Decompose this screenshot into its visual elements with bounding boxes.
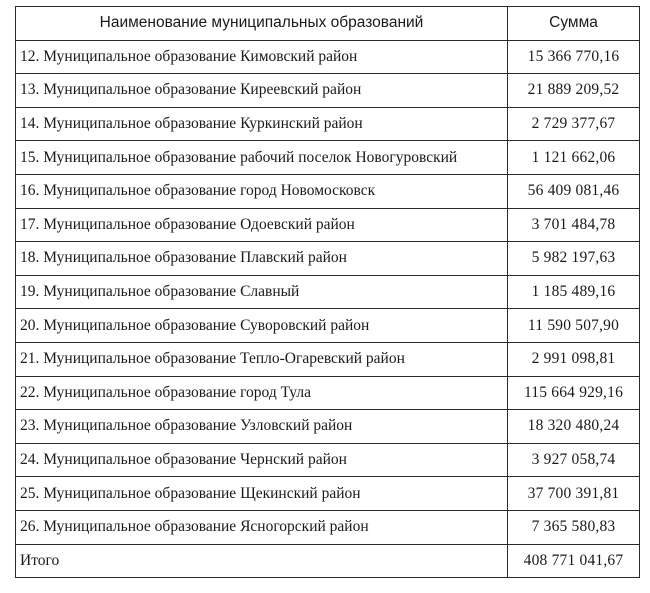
header-sum-column: Сумма — [508, 7, 640, 41]
municipality-sum: 5 982 197,63 — [508, 242, 640, 276]
municipality-name: 25. Муниципальное образование Щекинский район — [16, 477, 508, 511]
table-row — [16, 242, 640, 276]
table-row — [16, 74, 640, 108]
municipality-name: 19. Муниципальное образование Славный — [16, 275, 508, 309]
table-row — [16, 342, 640, 376]
total-sum: 408 771 041,67 — [508, 544, 640, 578]
municipality-name: 23. Муниципальное образование Узловский район — [16, 410, 508, 444]
table-row — [16, 40, 640, 74]
total-label: Итого — [16, 544, 508, 578]
table-row — [16, 510, 640, 544]
municipality-sum: 15 366 770,16 — [508, 40, 640, 74]
table-row — [16, 107, 640, 141]
table-row — [16, 141, 640, 175]
municipality-name: 12. Муниципальное образование Кимовский район — [16, 40, 508, 74]
municipality-sum: 7 365 580,83 — [508, 510, 640, 544]
municipality-name: 17. Муниципальное образование Одоевский район — [16, 208, 508, 242]
municipality-sum: 3 927 058,74 — [508, 443, 640, 477]
table-row — [16, 376, 640, 410]
header-name-column: Наименование муниципальных образований — [16, 7, 508, 41]
municipality-sum: 21 889 209,52 — [508, 74, 640, 108]
municipality-sum: 3 701 484,78 — [508, 208, 640, 242]
municipality-sum: 2 991 098,81 — [508, 342, 640, 376]
municipality-sum: 2 729 377,67 — [508, 107, 640, 141]
table-row — [16, 174, 640, 208]
municipality-sum: 115 664 929,16 — [508, 376, 640, 410]
municipality-name: 24. Муниципальное образование Чернский район — [16, 443, 508, 477]
municipality-sum: 1 121 662,06 — [508, 141, 640, 175]
table-row — [16, 410, 640, 444]
municipality-sum: 11 590 507,90 — [508, 309, 640, 343]
municipality-sum: 1 185 489,16 — [508, 275, 640, 309]
municipality-name: 21. Муниципальное образование Тепло-Огаревский район — [16, 342, 508, 376]
municipality-name: 20. Муниципальное образование Суворовский район — [16, 309, 508, 343]
table-header — [16, 7, 640, 41]
municipality-sum: 56 409 081,46 — [508, 174, 640, 208]
municipality-name: 22. Муниципальное образование город Тула — [16, 376, 508, 410]
total-row — [16, 544, 640, 578]
municipal-sums-table — [15, 6, 640, 578]
municipality-sum: 37 700 391,81 — [508, 477, 640, 511]
municipality-name: 18. Муниципальное образование Плавский район — [16, 242, 508, 276]
municipality-name: 13. Муниципальное образование Киреевский район — [16, 74, 508, 108]
municipality-name: 16. Муниципальное образование город Новомосковск — [16, 174, 508, 208]
municipality-name: 26. Муниципальное образование Ясногорский район — [16, 510, 508, 544]
header-row — [16, 7, 640, 41]
table-row — [16, 208, 640, 242]
table-body — [16, 40, 640, 578]
municipality-name: 15. Муниципальное образование рабочий поселок Новогуровский — [16, 141, 508, 175]
municipality-sum: 18 320 480,24 — [508, 410, 640, 444]
table-row — [16, 275, 640, 309]
table-row — [16, 443, 640, 477]
table-row — [16, 309, 640, 343]
municipality-name: 14. Муниципальное образование Куркинский район — [16, 107, 508, 141]
table-row — [16, 477, 640, 511]
